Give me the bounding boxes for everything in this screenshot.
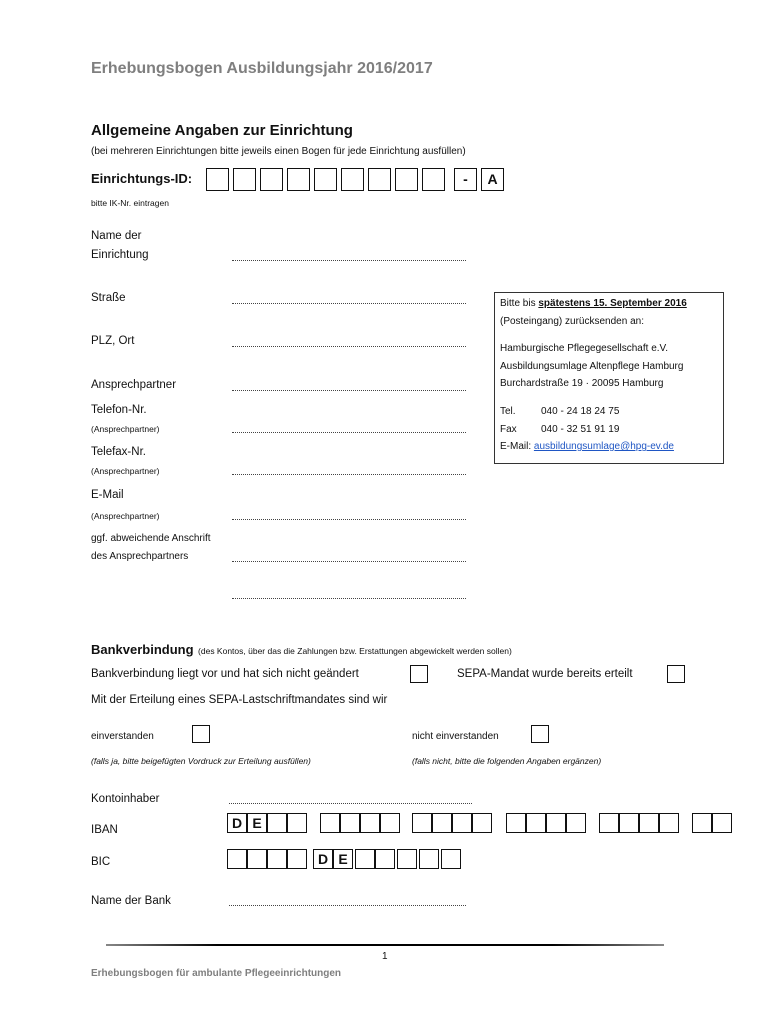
iban-char-box[interactable] <box>639 813 659 833</box>
phone-input-line[interactable] <box>232 432 466 433</box>
iban-char-box[interactable] <box>506 813 526 833</box>
fax-label: Telefax-Nr. <box>91 446 146 458</box>
id-suffix-box: A <box>481 168 504 191</box>
footer-divider <box>106 944 664 946</box>
bic-label: BIC <box>91 856 111 868</box>
id-label: Einrichtungs-ID: <box>91 171 193 186</box>
document-title: Erhebungsbogen Ausbildungsjahr 2016/2017 <box>91 60 433 77</box>
sepa-given-label: SEPA-Mandat wurde bereits erteilt <box>457 668 633 680</box>
footer-text: Erhebungsbogen für ambulante Pflegeeinrichtungen <box>91 968 342 979</box>
contact-input-line[interactable] <box>232 390 466 391</box>
id-digit-box[interactable] <box>233 168 256 191</box>
return-address-box <box>494 292 724 464</box>
org-name: Hamburgische Pflegegesellschaft e.V. <box>500 343 669 354</box>
alt-address-input-line-2[interactable] <box>232 598 466 599</box>
phone-label: Telefon-Nr. <box>91 404 147 416</box>
plz-input-line[interactable] <box>232 346 466 347</box>
sepa-given-checkbox[interactable] <box>667 665 685 683</box>
id-digit-box[interactable] <box>314 168 337 191</box>
iban-char-box[interactable] <box>320 813 340 833</box>
iban-char-box[interactable] <box>692 813 712 833</box>
iban-char-box[interactable] <box>360 813 380 833</box>
name-label-line1: Name der <box>91 230 142 242</box>
tel-value: 040 - 24 18 24 75 <box>541 406 620 417</box>
bank-heading: Bankverbindung <box>91 642 194 657</box>
bic-char-box: E <box>333 849 353 869</box>
bank-name-label: Name der Bank <box>91 895 171 907</box>
id-digit-box[interactable] <box>395 168 418 191</box>
iban-char-box[interactable] <box>526 813 546 833</box>
phone-sublabel: (Ansprechpartner) <box>91 424 160 434</box>
disagree-note: (falls nicht, bitte die folgenden Angaben ergänzen) <box>412 756 602 766</box>
email-label-box: E-Mail: <box>500 441 534 452</box>
iban-char-box[interactable] <box>380 813 400 833</box>
contact-label: Ansprechpartner <box>91 379 177 391</box>
deadline-line <box>500 298 687 309</box>
disagree-label: nicht einverstanden <box>412 731 499 742</box>
email-input-line[interactable] <box>232 519 466 520</box>
bic-char-box[interactable] <box>375 849 395 869</box>
id-digit-box[interactable] <box>287 168 310 191</box>
iban-char-box[interactable] <box>432 813 452 833</box>
id-dash-box: - <box>454 168 477 191</box>
bic-char-box[interactable] <box>227 849 247 869</box>
bic-char-box[interactable] <box>441 849 461 869</box>
email-label: E-Mail <box>91 489 124 501</box>
agree-checkbox[interactable] <box>192 725 210 743</box>
bank-unchanged-label: Bankverbindung liegt vor und hat sich nicht geändert <box>91 668 359 680</box>
iban-char-box[interactable] <box>659 813 679 833</box>
fax-sublabel: (Ansprechpartner) <box>91 466 160 476</box>
iban-char-box[interactable] <box>472 813 492 833</box>
bic-char-box: D <box>313 849 333 869</box>
bic-char-box[interactable] <box>397 849 417 869</box>
section-subheading-general: (bei mehreren Einrichtungen bitte jeweils einen Bogen für jede Einrichtung ausfüllen) <box>91 146 466 157</box>
alt-address-label-line1: ggf. abweichende Anschrift <box>91 533 211 544</box>
tel-label: Tel. <box>500 406 516 417</box>
account-holder-label: Kontoinhaber <box>91 793 160 805</box>
deadline-date: spätestens 15. September 2016 <box>538 298 687 309</box>
iban-char-box[interactable] <box>546 813 566 833</box>
id-digit-box[interactable] <box>260 168 283 191</box>
street-input-line[interactable] <box>232 303 466 304</box>
iban-char-box[interactable] <box>619 813 639 833</box>
id-digit-box[interactable] <box>341 168 364 191</box>
org-address: Burchardstraße 19 · 20095 Hamburg <box>500 378 664 389</box>
id-hint: bitte IK-Nr. eintragen <box>91 198 169 208</box>
fax-value: 040 - 32 51 91 19 <box>541 424 620 435</box>
plz-label: PLZ, Ort <box>91 335 135 347</box>
bic-char-box[interactable] <box>355 849 375 869</box>
disagree-checkbox[interactable] <box>531 725 549 743</box>
id-digit-box[interactable] <box>206 168 229 191</box>
email-line <box>500 441 674 452</box>
alt-address-label-line2: des Ansprechpartners <box>91 551 189 562</box>
name-input-line[interactable] <box>232 260 466 261</box>
name-label-line2: Einrichtung <box>91 249 149 261</box>
fax-input-line[interactable] <box>232 474 466 475</box>
iban-char-box[interactable] <box>599 813 619 833</box>
bic-char-box[interactable] <box>419 849 439 869</box>
bank-heading-row <box>91 641 512 659</box>
iban-char-box[interactable] <box>267 813 287 833</box>
agree-note: (falls ja, bitte beigefügten Vordruck zur Erteilung ausfüllen) <box>91 756 311 766</box>
bank-unchanged-checkbox[interactable] <box>410 665 428 683</box>
id-digit-box[interactable] <box>422 168 445 191</box>
bank-heading-note: (des Kontos, über das die Zahlungen bzw. Erstattungen abgewickelt werden sollen) <box>198 646 512 656</box>
bank-name-input-line[interactable] <box>229 905 466 906</box>
section-heading-general: Allgemeine Angaben zur Einrichtung <box>91 122 353 139</box>
page-number: 1 <box>382 951 388 962</box>
alt-address-input-line[interactable] <box>232 561 466 562</box>
bic-char-box[interactable] <box>267 849 287 869</box>
deadline-prefix: Bitte bis <box>500 298 539 309</box>
iban-char-box[interactable] <box>452 813 472 833</box>
iban-label: IBAN <box>91 824 118 836</box>
org-dept: Ausbildungsumlage Altenpflege Hamburg <box>500 361 684 372</box>
id-digit-box[interactable] <box>368 168 391 191</box>
sepa-question: Mit der Erteilung eines SEPA-Lastschriftmandates sind wir <box>91 694 388 706</box>
bic-char-box[interactable] <box>287 849 307 869</box>
iban-char-box: E <box>247 813 267 833</box>
agree-label: einverstanden <box>91 731 154 742</box>
iban-char-box[interactable] <box>287 813 307 833</box>
email-sublabel: (Ansprechpartner) <box>91 511 160 521</box>
iban-char-box: D <box>227 813 247 833</box>
street-label: Straße <box>91 292 126 304</box>
iban-char-box[interactable] <box>412 813 432 833</box>
iban-char-box[interactable] <box>712 813 732 833</box>
email-link[interactable]: ausbildungsumlage@hpg-ev.de <box>533 441 674 452</box>
return-instruction: (Posteingang) zurücksenden an: <box>500 316 644 327</box>
iban-char-box[interactable] <box>566 813 586 833</box>
fax-label-box: Fax <box>500 424 517 435</box>
iban-char-box[interactable] <box>340 813 360 833</box>
bic-char-box[interactable] <box>247 849 267 869</box>
account-holder-input-line[interactable] <box>229 803 472 804</box>
